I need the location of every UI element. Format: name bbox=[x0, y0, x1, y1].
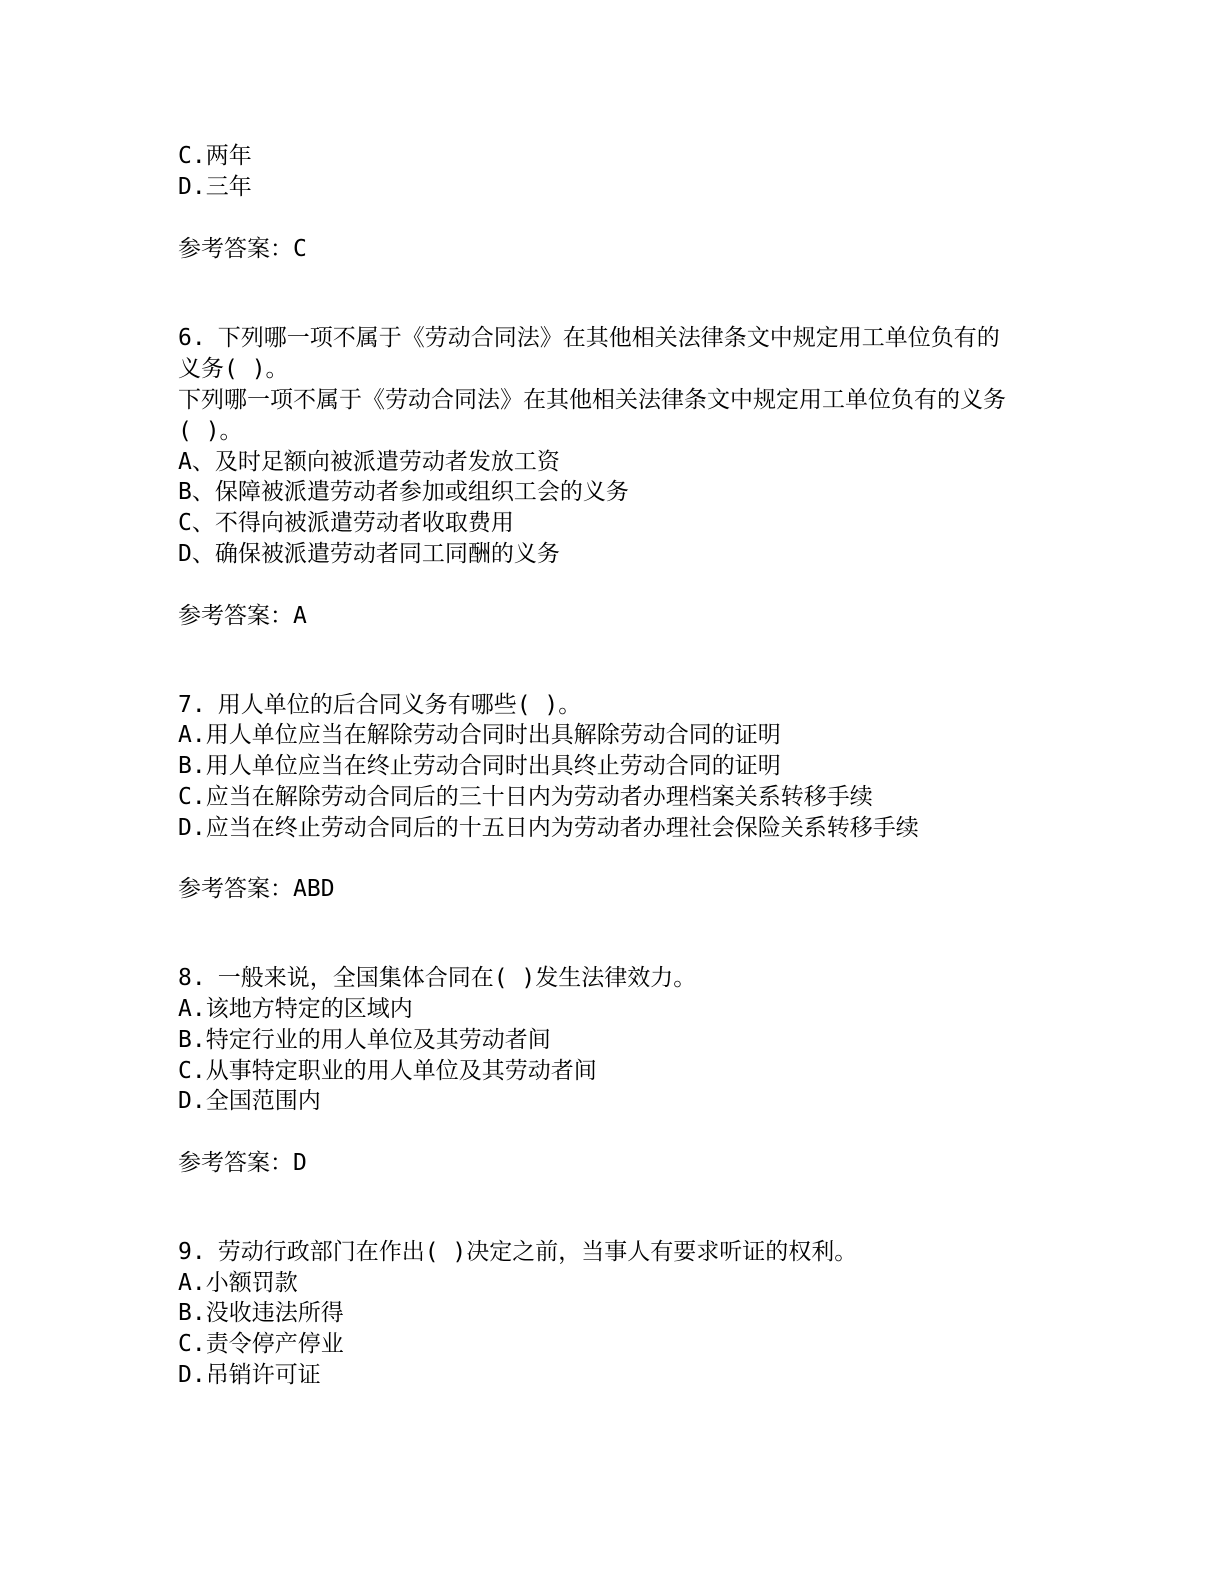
question-number: 8. bbox=[178, 965, 206, 991]
q6-stem-line2: 义务( )。 bbox=[178, 356, 289, 382]
q9-option-b: B.没收违法所得 bbox=[178, 1300, 344, 1326]
q8-option-a: A.该地方特定的区域内 bbox=[178, 996, 413, 1022]
q7-stem bbox=[178, 690, 581, 720]
q6-repeat-line1: 下列哪一项不属于《劳动合同法》在其他相关法律条文中规定用工单位负有的义务 bbox=[178, 387, 1006, 413]
question-stem: 劳动行政部门在作出( )决定之前，当事人有要求听证的权利。 bbox=[217, 1239, 858, 1265]
q9-stem bbox=[178, 1237, 857, 1267]
q7-option-b: B.用人单位应当在终止劳动合同时出具终止劳动合同的证明 bbox=[178, 753, 781, 779]
q6-repeat-line2: ( )。 bbox=[178, 418, 243, 444]
q8-option-c: C.从事特定职业的用人单位及其劳动者间 bbox=[178, 1058, 597, 1084]
question-stem-line1: 下列哪一项不属于《劳动合同法》在其他相关法律条文中规定用工单位负有的 bbox=[217, 325, 1000, 351]
q6-option-d: D、确保被派遣劳动者同工同酬的义务 bbox=[178, 541, 560, 567]
answer-value: C bbox=[293, 236, 307, 262]
q6-option-b: B、保障被派遣劳动者参加或组织工会的义务 bbox=[178, 479, 629, 505]
q6-option-a: A、及时足额向被派遣劳动者发放工资 bbox=[178, 449, 560, 475]
q7-answer bbox=[178, 874, 335, 904]
answer-label: 参考答案： bbox=[178, 876, 293, 902]
answer-label: 参考答案： bbox=[178, 236, 293, 262]
q6-answer bbox=[178, 601, 307, 631]
q5-option-d: D.三年 bbox=[178, 174, 252, 200]
q9-option-c: C.责令停产停业 bbox=[178, 1331, 344, 1357]
question-stem: 用人单位的后合同义务有哪些( )。 bbox=[217, 692, 582, 718]
answer-value: D bbox=[293, 1150, 307, 1176]
answer-value: A bbox=[293, 603, 307, 629]
q9-option-a: A.小额罚款 bbox=[178, 1270, 298, 1296]
q8-option-d: D.全国范围内 bbox=[178, 1088, 321, 1114]
answer-value: ABD bbox=[293, 876, 335, 902]
q7-option-d: D.应当在终止劳动合同后的十五日内为劳动者办理社会保险关系转移手续 bbox=[178, 815, 919, 841]
question-number: 6. bbox=[178, 325, 206, 351]
q6-option-c: C、不得向被派遣劳动者收取费用 bbox=[178, 510, 514, 536]
q7-option-a: A.用人单位应当在解除劳动合同时出具解除劳动合同的证明 bbox=[178, 722, 781, 748]
answer-label: 参考答案： bbox=[178, 603, 293, 629]
q9-option-d: D.吊销许可证 bbox=[178, 1362, 321, 1388]
q8-stem bbox=[178, 963, 696, 993]
q6-stem bbox=[178, 323, 1000, 353]
q7-option-c: C.应当在解除劳动合同后的三十日内为劳动者办理档案关系转移手续 bbox=[178, 784, 873, 810]
q5-answer bbox=[178, 234, 307, 264]
question-stem: 一般来说，全国集体合同在( )发生法律效力。 bbox=[217, 965, 697, 991]
question-number: 9. bbox=[178, 1239, 206, 1265]
q8-option-b: B.特定行业的用人单位及其劳动者间 bbox=[178, 1027, 551, 1053]
answer-label: 参考答案： bbox=[178, 1150, 293, 1176]
question-number: 7. bbox=[178, 692, 206, 718]
q8-answer bbox=[178, 1148, 307, 1178]
q5-option-c: C.两年 bbox=[178, 143, 252, 169]
